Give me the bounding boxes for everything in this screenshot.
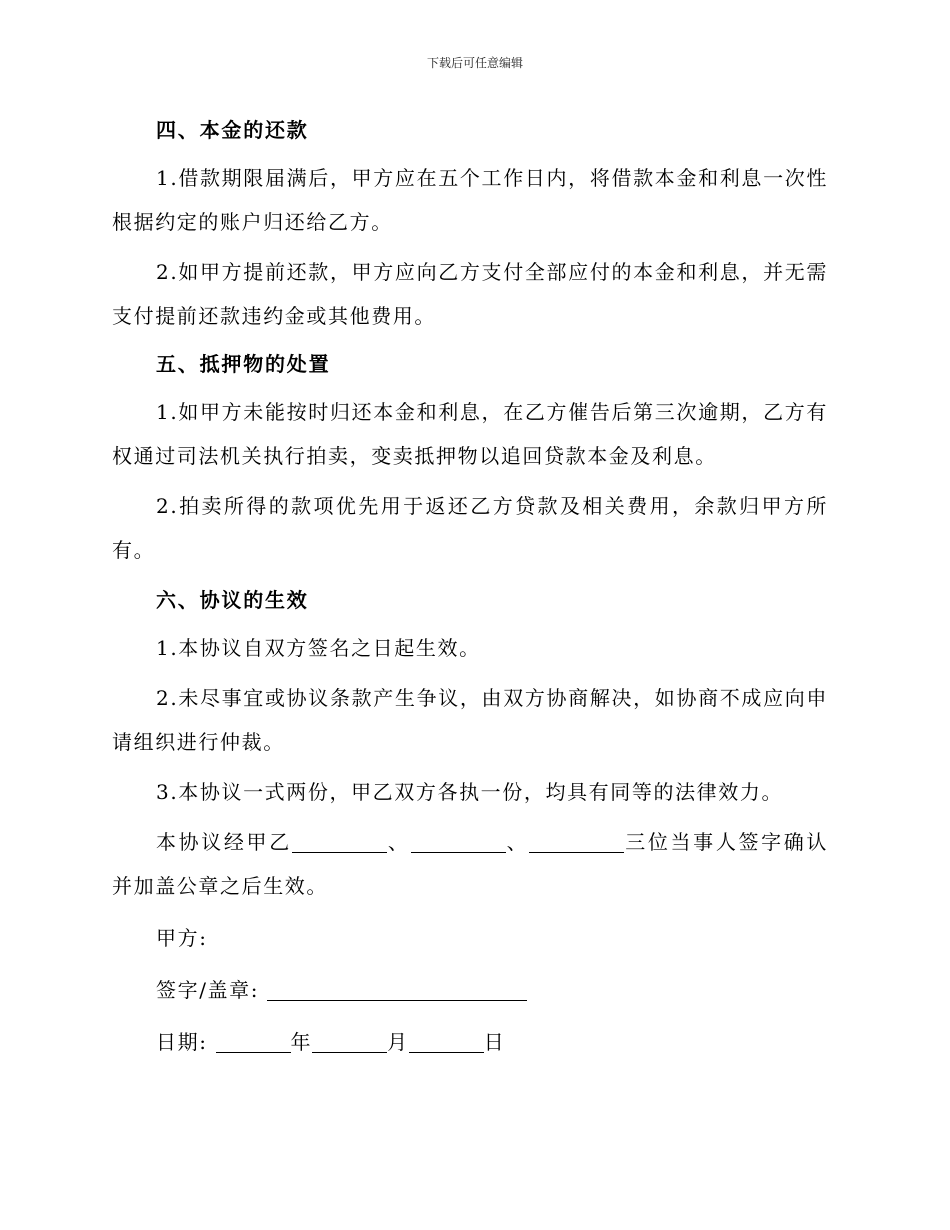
year-blank[interactable] (216, 1030, 291, 1053)
signature-line (112, 968, 828, 1012)
section-heading-repayment: 四、本金的还款 (156, 118, 309, 142)
date-label: 日期: (156, 1030, 208, 1054)
paragraph-repayment-2: 2.如甲方提前还款，甲方应向乙方支付全部应付的本金和利息，并无需支付提前还款违约金或其他费用。 (112, 260, 828, 328)
paragraph-repayment-1: 1.借款期限届满后，甲方应在五个工作日内，将借款本金和利息一次性根据约定的账户归还给乙方。 (112, 166, 828, 234)
party-a-line (112, 916, 828, 960)
paragraph-collateral-1: 1.如甲方未能按时归还本金和利息，在乙方催告后第三次逾期，乙方有权通过司法机关执行拍卖，变卖抵押物以追回贷款本金及利息。 (112, 400, 828, 468)
year-label: 年 (290, 1030, 313, 1054)
closing-suffix: 三位当事人签字确认并加盖公章之后生效。 (112, 830, 828, 898)
party-a-label: 甲方: (156, 926, 208, 950)
signer-blank-2[interactable] (411, 830, 506, 853)
closing-separator-1: 、 (386, 830, 411, 854)
paragraph-effectiveness-3: 3.本协议一式两份，甲乙双方各执一份，均具有同等的法律效力。 (156, 780, 784, 804)
section-heading-collateral: 五、抵押物的处置 (156, 352, 331, 376)
closing-prefix: 本协议经甲乙 (156, 830, 292, 854)
signer-blank-1[interactable] (292, 830, 387, 853)
day-blank[interactable] (409, 1030, 484, 1053)
day-label: 日 (483, 1030, 506, 1054)
date-line (112, 1020, 828, 1064)
month-label: 月 (387, 1030, 409, 1054)
signer-blank-3[interactable] (529, 830, 624, 853)
month-blank[interactable] (312, 1030, 387, 1053)
signature-blank[interactable] (267, 978, 527, 1001)
closing-paragraph (112, 820, 828, 908)
sign-label: 签字/盖章: (156, 978, 260, 1002)
closing-separator-2: 、 (505, 830, 530, 854)
section-heading-effectiveness: 六、协议的生效 (156, 588, 309, 612)
paragraph-effectiveness-2: 2.未尽事宜或协议条款产生争议，由双方协商解决，如协商不成应向申请组织进行仲裁。 (112, 686, 828, 754)
document-body (112, 108, 828, 1064)
header-note: 下载后可任意编辑 (426, 56, 523, 70)
paragraph-effectiveness-1: 1.本协议自双方签名之日起生效。 (156, 636, 481, 660)
paragraph-collateral-2: 2.拍卖所得的款项优先用于返还乙方贷款及相关费用，余款归甲方所有。 (112, 494, 828, 562)
